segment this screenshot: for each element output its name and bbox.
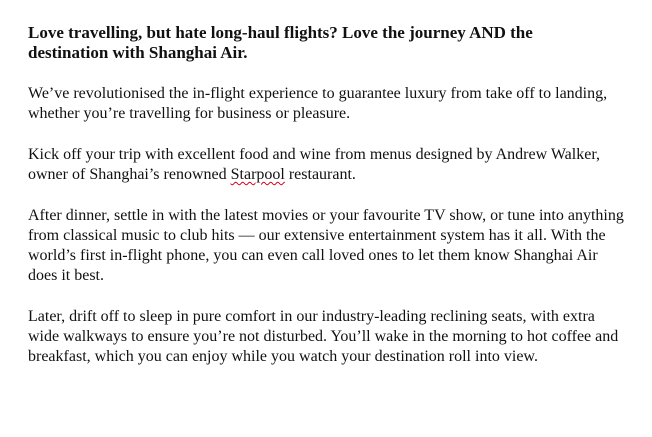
- paragraph-food: [28, 145, 628, 185]
- paragraph-intro: We’ve revolutionised the in-flight experience to guarantee luxury from take off to landing, whether you’re travelling for business or pleasure.: [28, 85, 608, 122]
- spellcheck-flagged-word[interactable]: Starpool: [230, 166, 285, 183]
- paragraph-food-text-before: Kick off your trip with excellent food and wine from menus designed by Andrew Walker, owner of Shanghai’s renowned: [28, 146, 601, 183]
- paragraph-sleep: Later, drift off to sleep in pure comfort in our industry-leading reclining seats, with extra wide walkways to ensure you’re not disturbed. You’ll wake in the morning to hot coffee and breakfast, which you can enjoy while you watch your destination roll into view.: [28, 308, 619, 365]
- paragraph-food-text-after: restaurant.: [284, 166, 356, 183]
- paragraph-entertainment: After dinner, settle in with the latest movies or your favourite TV show, or tune into anything from classical music to club hits — our extensive entertainment system has it all. With the world’s first in-flight phone, you can even call loved ones to let them know Shanghai Air does it best.: [28, 207, 624, 284]
- document-body[interactable]: [28, 23, 628, 388]
- document-heading: Love travelling, but hate long-haul flights? Love the journey AND the destination with Shanghai Air.: [28, 23, 533, 62]
